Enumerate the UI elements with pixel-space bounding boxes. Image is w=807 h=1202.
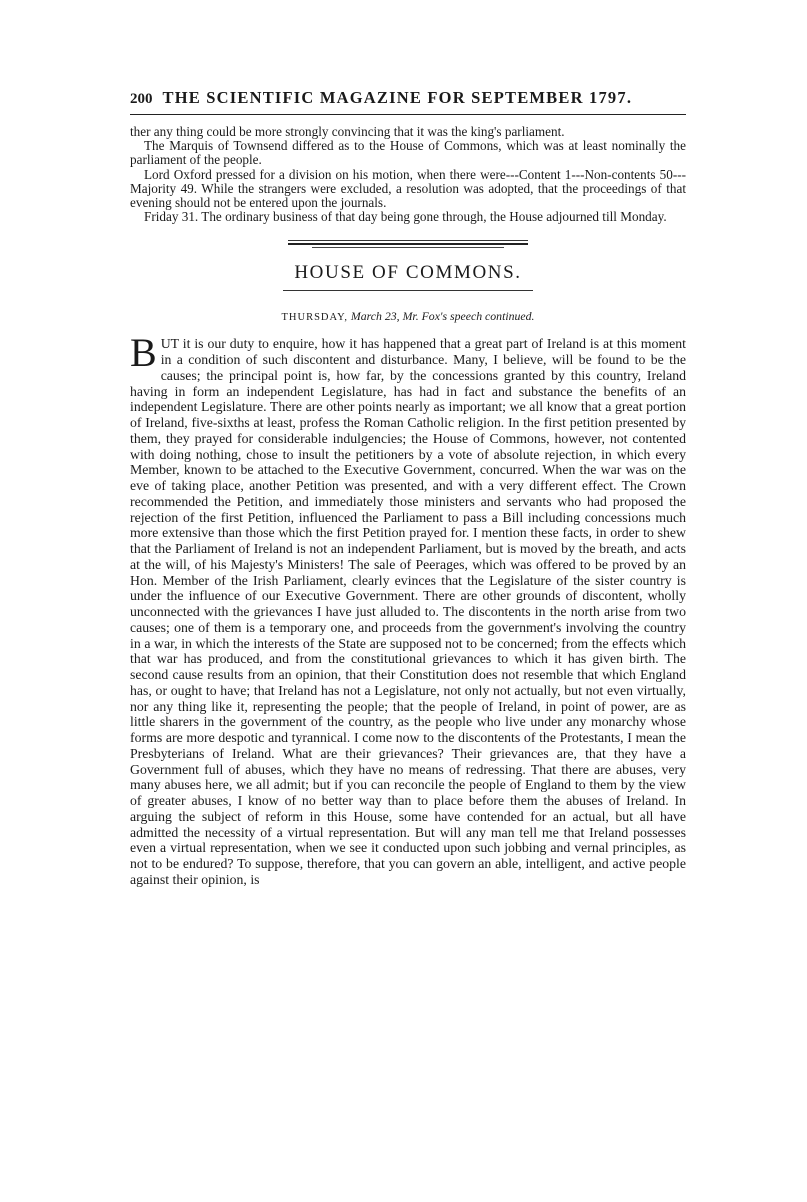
section-title: HOUSE OF COMMONS.	[294, 262, 522, 284]
intro-paragraph: ther any thing could be more strongly convincing that it was the king's parliament.	[130, 124, 565, 139]
dateline-text: March 23, Mr. Fox's speech continued.	[350, 309, 535, 324]
page-number: 200	[130, 91, 153, 107]
header-rule	[130, 114, 686, 115]
intro-paragraph: Lord Oxford pressed for a division on his motion, when there were---Content 1---Non-contents 50---Majority 49. While the strangers were excluded, a resolution was adopted, that the proceedings of that evening should not be entered upon the journals.	[130, 166, 686, 211]
intro-paragraph: The Marquis of Townsend differed as to the House of Commons, which was at least nominally the parliament of the people.	[130, 138, 686, 168]
speech-text: UT it is our duty to enquire, how it has happened that a great part of Ireland is at this moment in a condition of such discontent and disturbance. Many, I believe, will be found to be the causes; the principal point is, how far, by the concessions granted by this country, Ireland having in form an independent Legislature, has had in fact and substance the benefits of an independent Legislature. There are other points nearly as important; we all know that a great portion of Ireland, five-sixths at least, profess the Roman Catholic religion. In the first petition presented by them, they prayed for considerable indulgencies; the House of Commons, however, not contented with doing nothing, chose to insult the petitioners by a vote of absolute rejection, in which every Member, known to be attached to the Executive Government, concurred. When the war was on the eve of taking place, another Petition was presented, and with a very different effect. The Crown recommended the Petition, and immediately those ministers and servants who had proposed the rejection of the first Petition, influenced the Parliament to pass a Bill including concessions much more extensive than those which the first Petition prayed for. I mention these facts, in order to shew that the Parliament of Ireland is not an independent Parliament, but is moved by the breath, and acts at the will, of his Majesty's Ministers! The sale of Peerages, which was offered to be proved by an Hon. Member of the Irish Parliament, clearly evinces that the Legislature of the sister country is under the influence of our Executive Government. There are other grounds of discontent, wholly unconnected with the grievances I have just alluded to. The discontents in the north arise from two causes; one of them is a temporary one, and proceeds from the government's involving the country in a war, in which the interests of the State are supposed not to be concerned; from the effects which that war has produced, and from the constitutional grievances to which it has given birth. The second cause results from an opinion, that their Constitution does not resemble that which England has, or ought to have; that Ireland has not a Legislature, not only not actually, but not even virtually, nor any thing like it, representing the people; that the people of Ireland, in point of power, are as little sharers in the government of the country, as the people who live under any monarchy whose forms are more despotic and tyrannical. I come now to the discontents of the Protestants, I mean the Presbyterians of Ireland. What are their grievances? Their grievances are, that they have a Government full of abuses, which they have no means of redressing. That there are abuses, very many abuses here, we all admit; but if you can reconcile the people of England to them by the view of greater abuses, I know of no better way than to place before them the abuses of Ireland. In arguing the subject of reform in this House, some have contended for an actual, but all have admitted the necessity of a virtual representation. But will any man tell me that Ireland possesses even a virtual representation, when we see it conducted upon such jobbing and vernal principles, as not to be endured? To suppose, therefore, that you can govern an able, intelligent, and active people against their opinion, is	[130, 336, 686, 887]
drop-cap: B	[130, 330, 157, 376]
section-divider	[288, 240, 528, 248]
speech-body	[130, 330, 686, 887]
magazine-page	[130, 88, 686, 888]
page-title: THE SCIENTIFIC MAGAZINE FOR SEPTEMBER 1797.	[162, 88, 633, 107]
running-head	[130, 88, 686, 108]
dateline-day: THURSDAY,	[281, 312, 348, 324]
intro-paragraph: Friday 31. The ordinary business of that day being gone through, the House adjourned till Monday.	[144, 209, 667, 225]
dateline	[130, 309, 686, 324]
title-rule	[283, 290, 533, 291]
